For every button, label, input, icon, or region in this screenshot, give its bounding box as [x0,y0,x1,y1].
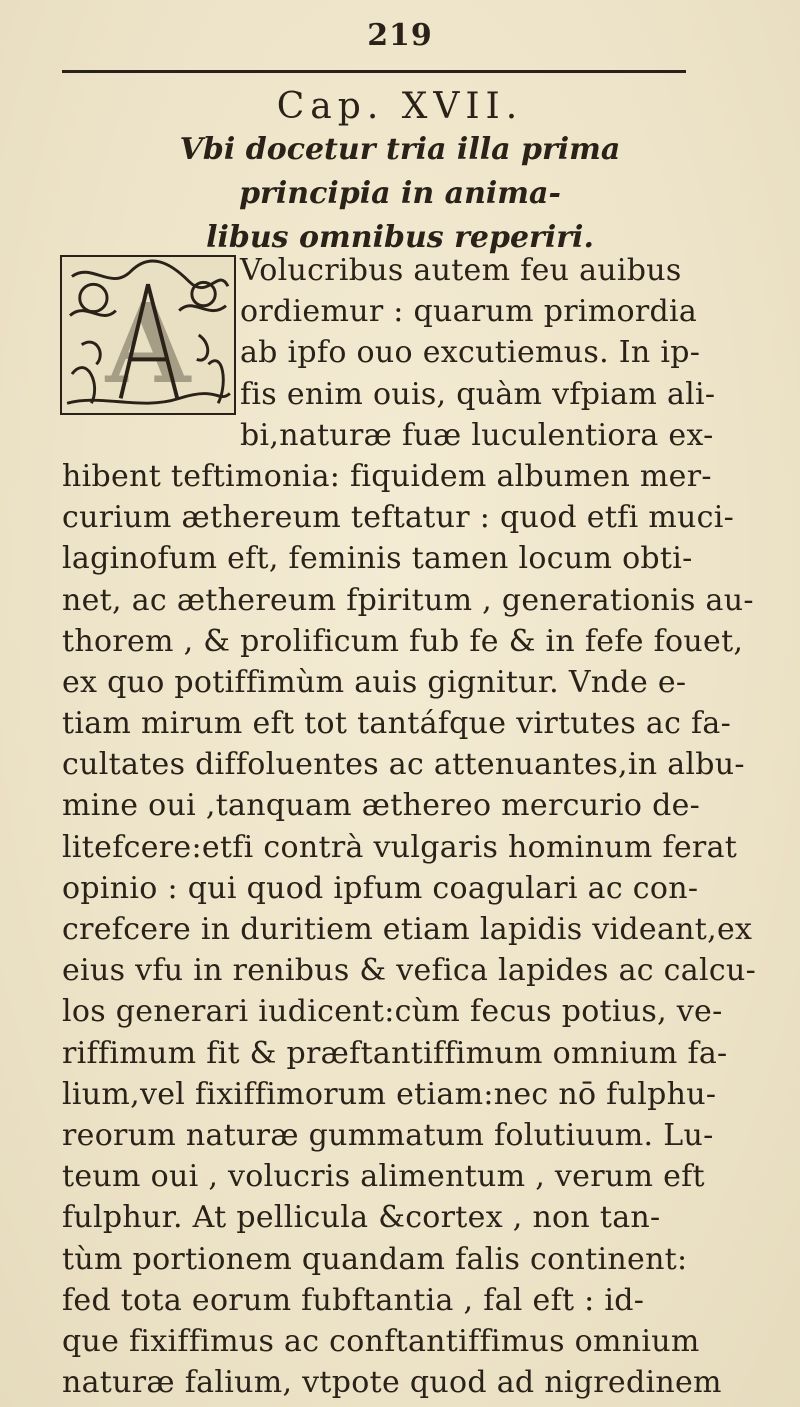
text-line: fis enim ouis, quàm vfpiam ali- [240,376,716,412]
text-line: teum oui , volucris alimentum , verum eft [62,1159,705,1195]
chapter-heading: Cap. XVII. [276,86,524,127]
text-line: ab ipfo ouo excutiemus. In ip- [240,335,701,371]
chapter-title-line-2: libus omnibus reperiri. [206,220,594,255]
text-line: crefcere in duritiem etiam lapidis videant,ex [62,912,753,947]
text-line: Volucribus autem feu auibus [240,253,682,288]
text-line: litefcere:etfi contrà vulgaris hominum ferat [62,829,738,865]
initial-letter-glyph: A [105,278,191,408]
header-rule [62,70,686,73]
chapter-title-line-1: Vbi docetur tria illa prima principia in anima- [179,132,621,211]
text-line: fed tota eorum fubftantia , fal eft : id- [62,1282,645,1318]
text-line: mine oui ,tanquam æthereo mercurio de- [62,788,701,824]
text-line: ex quo potiffimùm auis gignitur. Vnde e- [62,664,687,700]
text-line: lium,vel fixiffimorum etiam:nec nō fulphu- [62,1076,717,1112]
text-line: curium æthereum teftatur : quod etfi muci- [62,500,735,536]
text-line: opinio : qui quod ipfum coagulari ac con- [62,870,699,906]
text-line: eius vfu in renibus & vefica lapides ac calcu- [62,953,757,989]
text-line: reorum naturæ gummatum folutiuum. Lu- [62,1117,714,1153]
text-line: net, ac æthereum fpiritum , generationis au- [62,582,754,618]
text-line: tiam mirum eft tot tantáfque virtutes ac fa- [62,706,732,742]
page-number: 219 [367,18,433,53]
text-line: fulphur. At pellicula &cortex , non tan- [62,1200,661,1236]
text-line: tùm portionem quandam falis continent: [62,1241,688,1277]
text-line: laginofum eft, feminis tamen locum obti- [62,541,693,577]
chapter-title [120,128,680,260]
text-line: los generari iudicent:cùm fecus potius, ve- [62,994,723,1030]
text-line: riffimum fit & præftantiffimum omnium fa- [62,1035,728,1071]
text-line: naturæ falium, vtpote quod ad nigredinem [62,1365,722,1401]
text-line: thorem , & prolificum fub fe & in fefe fouet, [62,623,744,659]
text-line: hibent teftimonia: fiquidem albumen mer- [62,458,712,494]
text-line: ordiemur : quarum primordia [240,294,698,330]
text-line: cultates diffoluentes ac attenuantes,in albu- [62,747,745,783]
text-line: que fixiffimus ac conftantiffimus omnium [62,1323,700,1359]
text-line: bi,naturæ fuæ luculentiora ex- [240,417,714,453]
body-text [62,250,757,1403]
